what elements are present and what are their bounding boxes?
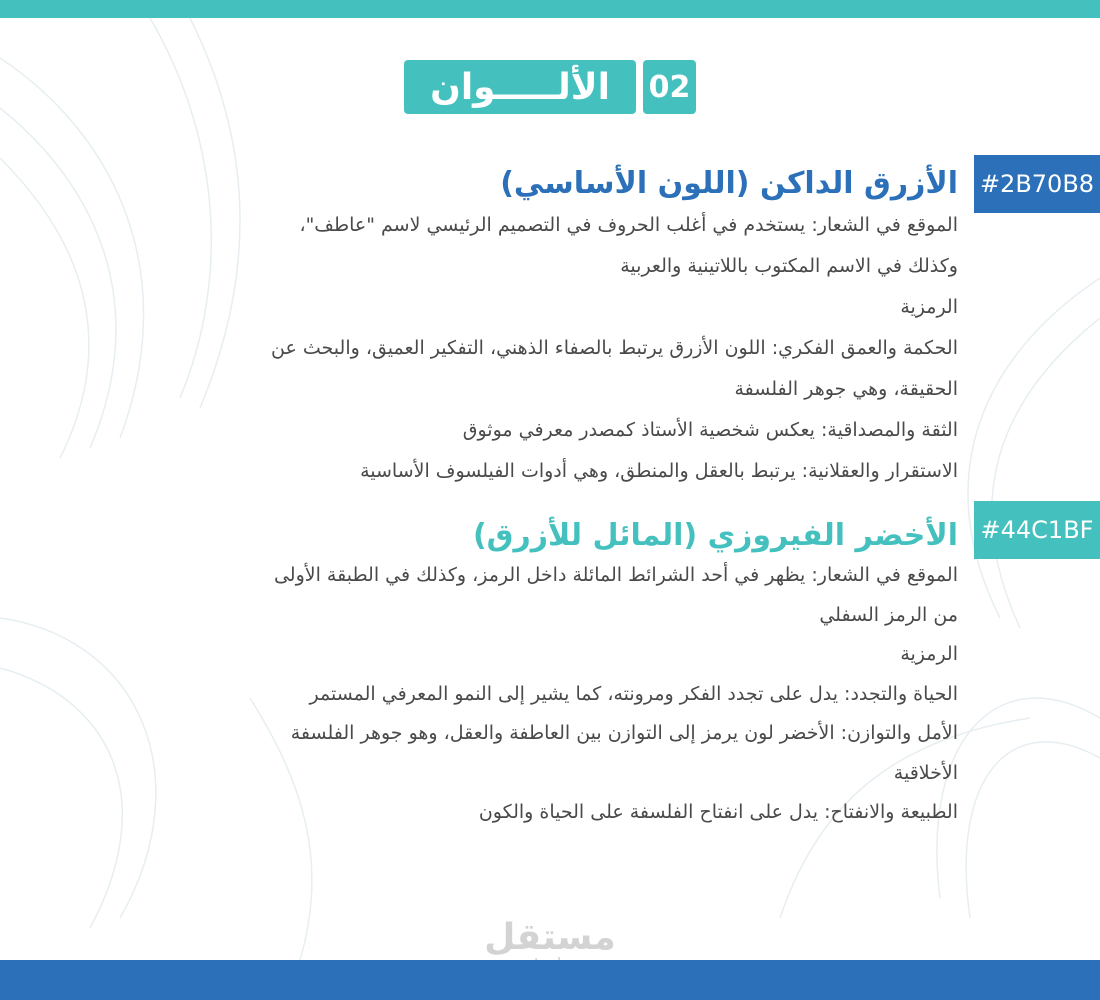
- description-line: الحكمة والعمق الفكري: اللون الأزرق يرتبط بالصفاء الذهني، التفكير العميق، والبحث عن: [271, 337, 958, 359]
- color-title-turquoise: الأخضر الفيروزي (المائل للأزرق): [472, 518, 958, 553]
- color-description-turquoise: [108, 556, 958, 833]
- color-title-dark-blue: الأزرق الداكن (اللون الأساسي): [500, 166, 958, 201]
- description-line: الرمزية: [900, 643, 958, 665]
- hex-badge-turquoise: #44C1BF: [974, 501, 1100, 559]
- hex-badge-dark-blue: #2B70B8: [974, 155, 1100, 213]
- description-line: الأمل والتوازن: الأخضر لون يرمز إلى التوازن بين العاطفة والعقل، وهو جوهر الفلسفة: [290, 722, 958, 744]
- description-line: من الرمز السفلي: [819, 603, 958, 626]
- description-line: الموقع في الشعار: يستخدم في أغلب الحروف في التصميم الرئيسي لاسم "عاطف"،: [299, 214, 958, 236]
- watermark-arabic: مستقل: [484, 917, 616, 958]
- color-description-dark-blue: [108, 205, 958, 492]
- section-number-badge: 02: [643, 60, 696, 114]
- section-title-badge: الألـــــوان: [404, 60, 636, 114]
- description-line: الاستقرار والعقلانية: يرتبط بالعقل والمنطق، وهي أدوات الفيلسوف الأساسية: [360, 460, 958, 482]
- description-line: وكذلك في الاسم المكتوب باللاتينية والعربية: [620, 255, 958, 277]
- description-line: الطبيعة والانفتاح: يدل على انفتاح الفلسفة على الحياة والكون: [478, 801, 958, 823]
- description-line: الموقع في الشعار: يظهر في أحد الشرائط المائلة داخل الرمز، وكذلك في الطبقة الأولى: [273, 564, 958, 586]
- description-line: الثقة والمصداقية: يعكس شخصية الأستاذ كمصدر معرفي موثوق: [462, 419, 958, 441]
- bottom-accent-bar: [0, 960, 1100, 1000]
- top-accent-bar: [0, 0, 1100, 18]
- description-line: الحقيقة، وهي جوهر الفلسفة: [734, 378, 958, 400]
- description-line: الحياة والتجدد: يدل على تجدد الفكر ومرونته، كما يشير إلى النمو المعرفي المستمر: [309, 682, 958, 705]
- description-line: الأخلاقية: [893, 761, 958, 784]
- section-heading: [404, 60, 696, 114]
- description-line: الرمزية: [900, 296, 958, 318]
